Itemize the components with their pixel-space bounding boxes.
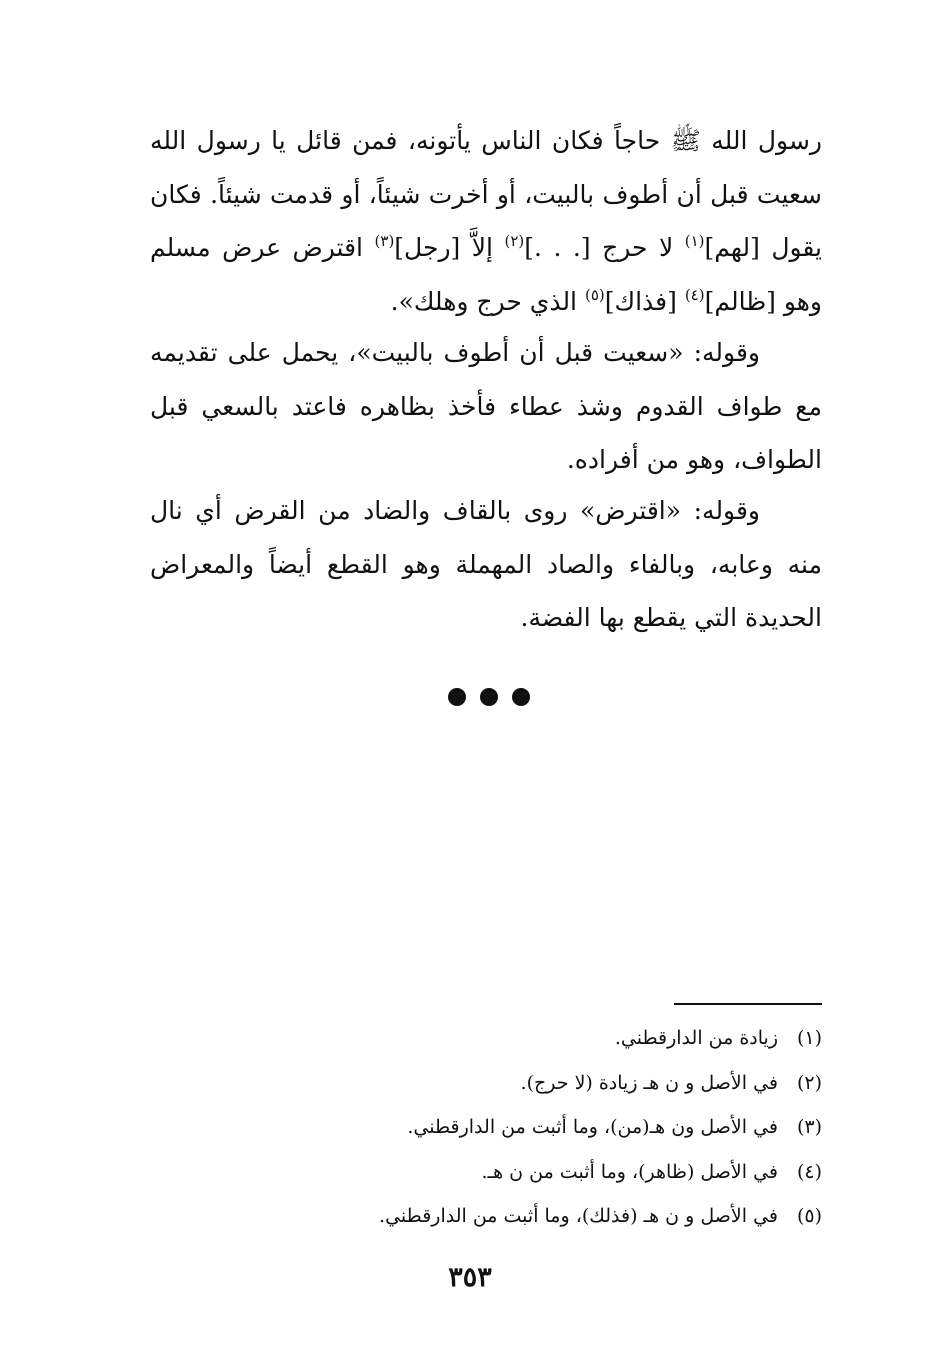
text-run: لا حرج [. . .] [524,233,685,262]
footnote-text: زيادة من الدارقطني. [614,1027,778,1049]
text-run: الذي حرج وهلك». [390,286,585,316]
footnote-number: (٤) [796,1160,822,1183]
footnotes [379,1016,822,1239]
footnote-item [379,1150,822,1195]
footnote-number: (٢) [796,1071,822,1094]
footnote-ref-4: (٤) [684,285,705,304]
footnote-item [379,1016,822,1061]
footnote-number: (٣) [796,1116,822,1138]
footnote-text: في الأصل و ن هـ زيادة (لا حرج). [520,1071,778,1094]
footnote-ref-3: (٣) [374,232,395,250]
footnote-item [379,1105,822,1150]
paragraph-commentary-2: وقوله: «اقترض» روى بالقاف والضاد من القرض أي نال منه وعابه، وبالفاء والصاد المهملة وهو القطع أيضاً والمعراض الحديدة التي يقطع بها الفضة. [150,496,822,632]
footnote-number: (٥) [796,1205,822,1227]
footnote-item [379,1194,822,1239]
paragraph-commentary-1: وقوله: «سعيت قبل أن أطوف بالبيت»، يحمل على تقديمه مع طواف القدوم وشذ عطاء فأخذ بظاهره فاعتد بالسعي قبل الطواف، وهو من أفراده. [150,338,822,474]
footnote-item [379,1061,822,1106]
ornament-dot [448,688,466,706]
paragraph-hadith [150,114,822,328]
ornament-dot [480,688,498,706]
text-run: إلاَّ [رجل] [394,233,505,262]
text-run: اقترض عرض مسلم وهو [ظالم] [150,233,822,316]
footnote-text: في الأصل (ظاهر)، وما أثبت من ن هـ. [481,1160,778,1183]
footnote-text: في الأصل ون هـ(من)، وما أثبت من الدارقطني. [407,1116,778,1138]
footnote-ref-2: (٢) [504,232,525,250]
page-number: ٣٥٣ [448,1262,492,1293]
text-run: رسول الله ﷺ حاجاً فكان الناس يأتونه، فمن قائل يا رسول الله سعيت قبل أن أطوف بالبيت، أو أخرت شيئاً، أو قدمت شيئاً. فكان يقول [لهم] [150,126,822,262]
footnote-text: في الأصل و ن هـ (فذلك)، وما أثبت من الدارقطني. [379,1205,778,1227]
footnote-ref-1: (١) [684,232,705,250]
text-run: [فذاك] [604,286,685,316]
footnote-ref-5: (٥) [584,285,605,304]
footnote-number: (١) [796,1027,822,1049]
section-divider-ornament [448,684,530,710]
ornament-dot [512,688,530,706]
footnote-separator [674,1003,822,1005]
